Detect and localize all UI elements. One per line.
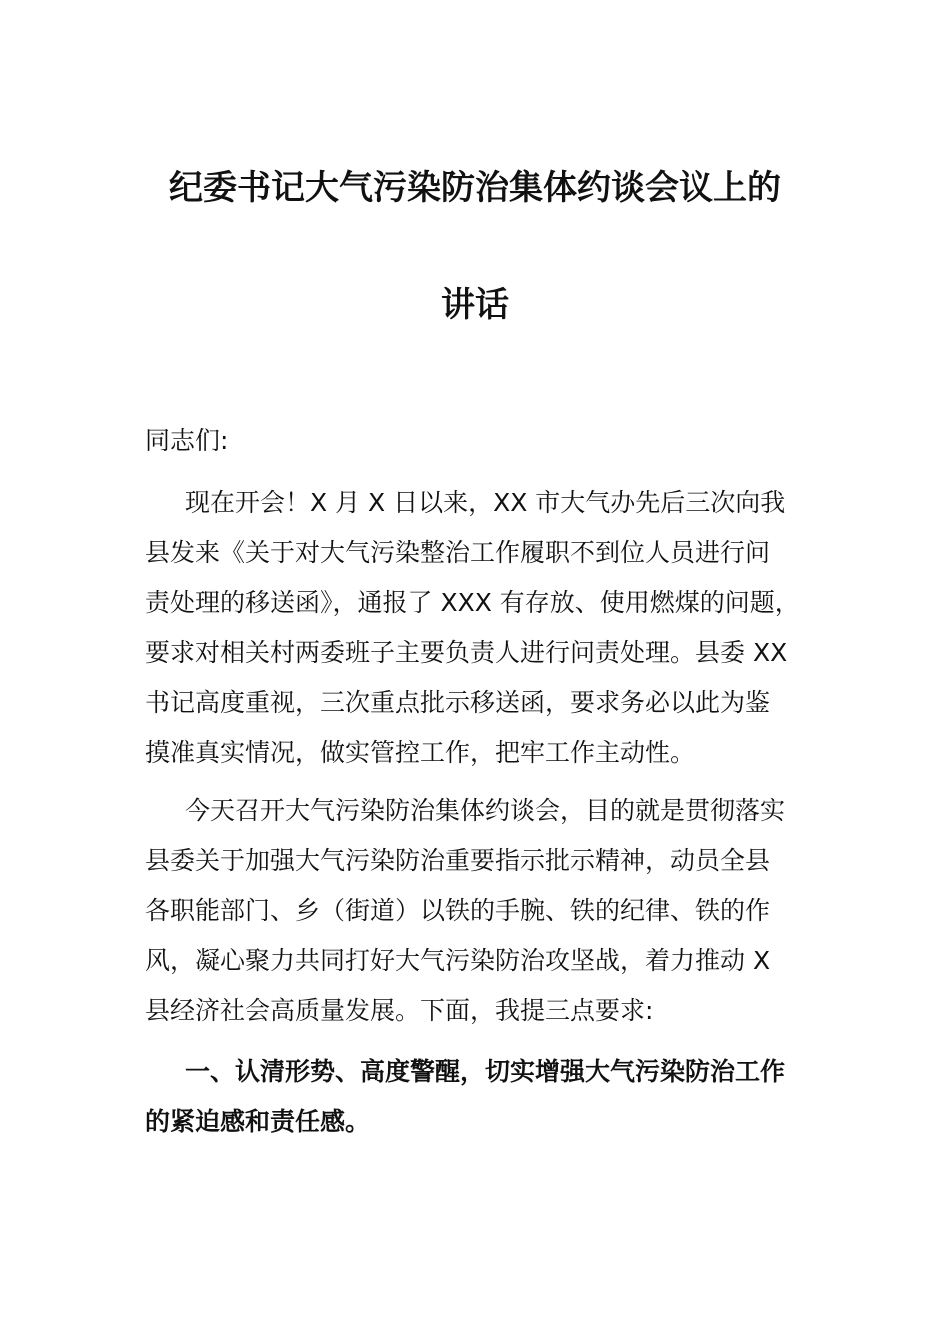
document-title-line-1: 纪委书记大气污染防治集体约谈会议上的 (169, 168, 781, 208)
paragraph-1-line: 责处理的移送函》，通报了 XXX 有存放、使用燃煤的问题， (145, 588, 800, 617)
paragraph-1-line: 现在开会！X 月 X 日以来，XX 市大气办先后三次向我 (185, 488, 786, 517)
paragraph-2 (145, 786, 810, 1036)
paragraph-2-line: 今天召开大气污染防治集体约谈会，目的就是贯彻落实 (185, 796, 786, 825)
paragraph-2-line: 风，凝心聚力共同打好大气污染防治攻坚战，着力推动 X (145, 946, 771, 975)
section-heading-1-line: 一、认清形势、高度警醒，切实增强大气污染防治工作 (185, 1057, 786, 1086)
paragraph-1-line: 县发来《关于对大气污染整治工作履职不到位人员进行问 (145, 538, 771, 567)
paragraph-1-line: 要求对相关村两委班子主要负责人进行问责处理。县委 XX (145, 638, 788, 667)
document-title-line-2: 讲话 (441, 285, 509, 325)
paragraph-2-line: 县委关于加强大气污染防治重要指示批示精神，动员全县 (145, 846, 771, 875)
paragraph-1 (145, 478, 810, 778)
paragraph-2-line: 县经济社会高质量发展。下面，我提三点要求: (145, 996, 654, 1025)
section-heading-1-line: 的紧迫感和责任感。 (145, 1107, 371, 1136)
paragraph-2-line: 各职能部门、乡（街道）以铁的手腕、铁的纪律、铁的作 (145, 896, 771, 925)
salutation-text: 同志们: (145, 426, 229, 455)
paragraph-1-line: 摸准真实情况，做实管控工作，把牢工作主动性。 (145, 738, 696, 767)
section-heading-1 (145, 1047, 810, 1147)
paragraph-1-line: 书记高度重视，三次重点批示移送函，要求务必以此为鉴 (145, 688, 771, 717)
salutation (145, 416, 810, 466)
